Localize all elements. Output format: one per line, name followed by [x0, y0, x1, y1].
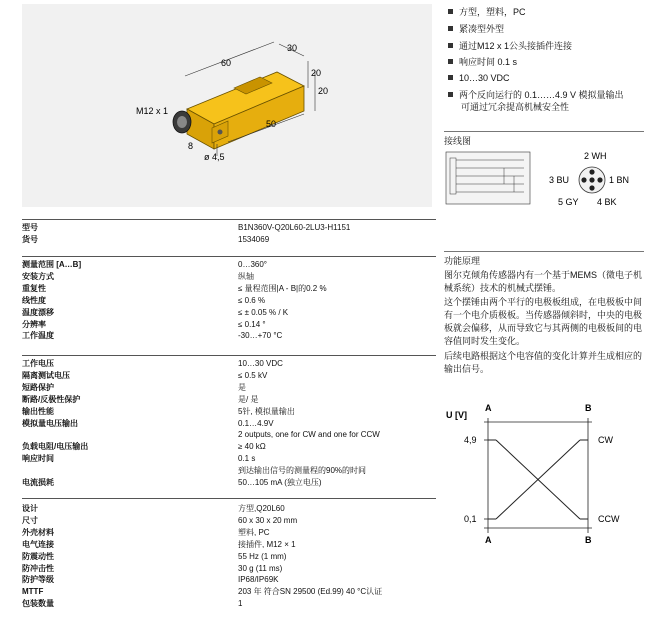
spec-row: [22, 441, 436, 452]
bullet-icon: [448, 9, 453, 14]
spec-label: 尺寸: [22, 515, 38, 525]
dim-20-upper: 20: [311, 68, 322, 78]
feature-item: [448, 23, 504, 35]
spec-row: [22, 527, 436, 538]
spec-label: 温度漂移: [22, 307, 54, 317]
spec-row: [22, 515, 436, 526]
spec-label: 断路/反极性保护: [22, 394, 81, 404]
feature-text: 紧凑型外型: [459, 24, 505, 34]
spec-label: 测量范围 [A…B]: [22, 260, 82, 269]
chart-label-a-top: A: [485, 403, 492, 413]
feature-text: 方型，塑料，PC: [459, 7, 526, 17]
bullet-icon: [448, 26, 453, 31]
spec-label: 包装数量: [22, 599, 54, 609]
spec-label: 防震动性: [22, 551, 54, 561]
bullet-icon: [448, 59, 453, 64]
spec-row: [22, 418, 436, 429]
spec-value: 1534069: [238, 234, 270, 244]
spec-label: 模拟量电压输出: [22, 418, 78, 428]
dim-8: 8: [188, 141, 194, 151]
spec-label: 防护等级: [22, 575, 54, 585]
pin-2-label: 2 WH: [584, 151, 607, 161]
spec-row: [22, 551, 436, 562]
spec-value: ≤ 0.6 %: [238, 295, 266, 305]
spec-row: [22, 271, 436, 282]
section-rule: [444, 131, 644, 132]
pin-5-icon: [589, 177, 594, 182]
dim-hole: ø 4,5: [204, 152, 225, 162]
spec-value: 接插件, M12 × 1: [238, 539, 296, 549]
chart-cw-label: CW: [598, 435, 613, 445]
spec-value: 55 Hz (1 mm): [238, 551, 287, 561]
bullet-icon: [448, 75, 453, 80]
wiring-title: 接线图: [444, 136, 472, 146]
spec-label: 隔离测试电压: [22, 370, 70, 380]
spec-label: 短路保护: [22, 382, 54, 392]
spec-row: [22, 370, 436, 381]
chart-label-a-bottom: A: [485, 535, 492, 545]
spec-value: 0.1 s: [238, 454, 256, 464]
dim-30: 30: [287, 43, 298, 53]
pin-3-label: 3 BU: [549, 175, 570, 185]
spec-row: [22, 319, 436, 330]
chart-axes: [484, 418, 592, 533]
spec-label: 设计: [22, 504, 38, 513]
spec-row: [22, 586, 436, 597]
feature-continuation: 可通过冗余提高机械安全性: [461, 102, 570, 112]
spec-row: [22, 503, 436, 514]
pin-1-icon: [597, 177, 602, 182]
spec-value: 到达输出信号的测量程的90%的时间: [238, 466, 367, 476]
pin-2-icon: [589, 169, 594, 174]
wiring-diagram: [444, 150, 644, 208]
table-rule: [22, 256, 436, 257]
product-dimension-drawing: [22, 4, 432, 207]
spec-row: [22, 539, 436, 550]
table-rule: [22, 219, 436, 220]
spec-value: 5针, 模拟量输出: [238, 406, 295, 416]
spec-value: 1: [238, 599, 243, 609]
spec-label: 分辨率: [22, 319, 46, 329]
feature-item: [448, 56, 517, 68]
spec-row: [22, 259, 436, 270]
spec-row: [22, 382, 436, 393]
spec-value: 塑料, PC: [238, 527, 270, 537]
spec-label: 工作电压: [22, 359, 54, 368]
spec-value: 是/ 是: [238, 394, 259, 404]
spec-label: MTTF: [22, 587, 44, 597]
pin-5-label: 5 GY: [558, 197, 579, 207]
spec-row: [22, 477, 436, 488]
spec-row: [22, 394, 436, 405]
spec-value: ≤ ± 0.05 % / K: [238, 307, 289, 317]
feature-item: [448, 40, 572, 52]
spec-value: 是: [238, 382, 246, 392]
spec-value: 0.1…4.9V: [238, 418, 274, 428]
spec-value: 30 g (11 ms): [238, 563, 283, 573]
function-paragraph-3: 后续电路根据这个电容值的变化计算并生成相应的输出信号。: [444, 351, 643, 374]
spec-label: 货号: [22, 234, 38, 244]
spec-value: ≤ 0.5 kV: [238, 370, 268, 380]
pin-4-icon: [589, 185, 594, 190]
spec-row: [22, 222, 436, 233]
chart-ccw-label: CCW: [598, 514, 620, 524]
spec-label: 输出性能: [22, 406, 54, 416]
spec-label: 电气连接: [22, 539, 54, 549]
spec-row: [22, 465, 436, 476]
spec-value: IP68/IP69K: [238, 575, 279, 585]
dim-60: 60: [221, 58, 232, 68]
spec-label: 线性度: [22, 295, 46, 305]
spec-value: 50…105 mA (独立电压): [238, 478, 322, 487]
spec-label: 防冲击性: [22, 563, 54, 573]
spec-label: 工作温度: [22, 331, 54, 341]
spec-row: [22, 330, 436, 341]
feature-text: 通过M12 x 1公头接插件连接: [459, 41, 573, 51]
spec-label: 外壳材料: [22, 527, 54, 537]
spec-label: 响应时间: [22, 454, 54, 464]
feature-item: [448, 72, 510, 84]
function-paragraph-1: 图尔克倾角传感器内有一个基于MEMS（微电子机械系统）技术的机械式摆锤。: [444, 270, 643, 293]
spec-label: 重复性: [22, 283, 46, 293]
chart-ylabel: U [V]: [446, 410, 467, 420]
spec-row: [22, 453, 436, 464]
chart-label-b-top: B: [585, 403, 592, 413]
feature-item: [448, 6, 526, 18]
spec-value: -30…+70 °C: [238, 331, 283, 341]
spec-label: 负载电阻/电压输出: [22, 442, 89, 452]
chart-label-b-bottom: B: [585, 535, 592, 545]
function-paragraph-2: 这个摆锤由两个平行的电极板组成，在电极板中间有一个电介质极板。当传感器倾斜时，中央的电极板就会偏移，从而导致它与其两侧的电极板间的电容值同时发生变化。: [444, 297, 643, 346]
output-characteristic-chart: [444, 398, 644, 548]
feature-text: 两个反向运行的 0.1……4.9 V 模拟量输出: [459, 90, 624, 100]
pin-4-label: 4 BK: [597, 197, 617, 207]
spec-value: 10…30 VDC: [238, 359, 283, 368]
spec-label: 型号: [22, 223, 38, 232]
spec-row: [22, 574, 436, 585]
bullet-icon: [448, 92, 453, 97]
spec-value: ≥ 40 kΩ: [238, 442, 266, 452]
feature-item: [448, 89, 624, 101]
feature-text: 10…30 VDC: [459, 73, 510, 83]
function-title: 功能原理: [444, 256, 481, 266]
spec-row: [22, 429, 436, 440]
spec-label: 电流损耗: [22, 478, 54, 487]
spec-value: B1N360V-Q20L60-2LU3-H1151: [238, 223, 351, 232]
spec-label: 安装方式: [22, 271, 54, 281]
spec-row: [22, 358, 436, 369]
table-rule: [22, 498, 436, 499]
connector-label: M12 x 1: [136, 106, 169, 116]
chart-y-top-label: 4,9: [464, 435, 477, 445]
chart-y-bottom-label: 0,1: [464, 514, 477, 524]
spec-value: 60 x 30 x 20 mm: [238, 515, 298, 525]
spec-value: 纵轴: [238, 271, 254, 281]
spec-value: ≤ 0.14 °: [238, 319, 266, 329]
spec-row: [22, 598, 436, 609]
spec-row: [22, 234, 436, 245]
table-rule: [22, 355, 436, 356]
spec-row: [22, 406, 436, 417]
section-rule: [444, 251, 644, 252]
spec-row: [22, 295, 436, 306]
spec-value: ≤ 量程范围|A - B|的0.2 %: [238, 283, 327, 293]
dim-20-lower: 20: [318, 86, 329, 96]
spec-value: 2 outputs, one for CW and one for CCW: [238, 430, 380, 440]
spec-value: 203 年 符合SN 29500 (Ed.99) 40 °C认证: [238, 587, 383, 597]
dim-50: 50: [266, 119, 277, 129]
spec-row: [22, 307, 436, 318]
spec-row: [22, 563, 436, 574]
pin-1-label: 1 BN: [609, 175, 630, 185]
spec-value: 0…360°: [238, 260, 267, 269]
spec-value: 方型,Q20L60: [238, 504, 285, 513]
bullet-icon: [448, 43, 453, 48]
feature-text: 响应时间 0.1 s: [459, 57, 518, 67]
pin-3-icon: [581, 177, 586, 182]
spec-row: [22, 283, 436, 294]
